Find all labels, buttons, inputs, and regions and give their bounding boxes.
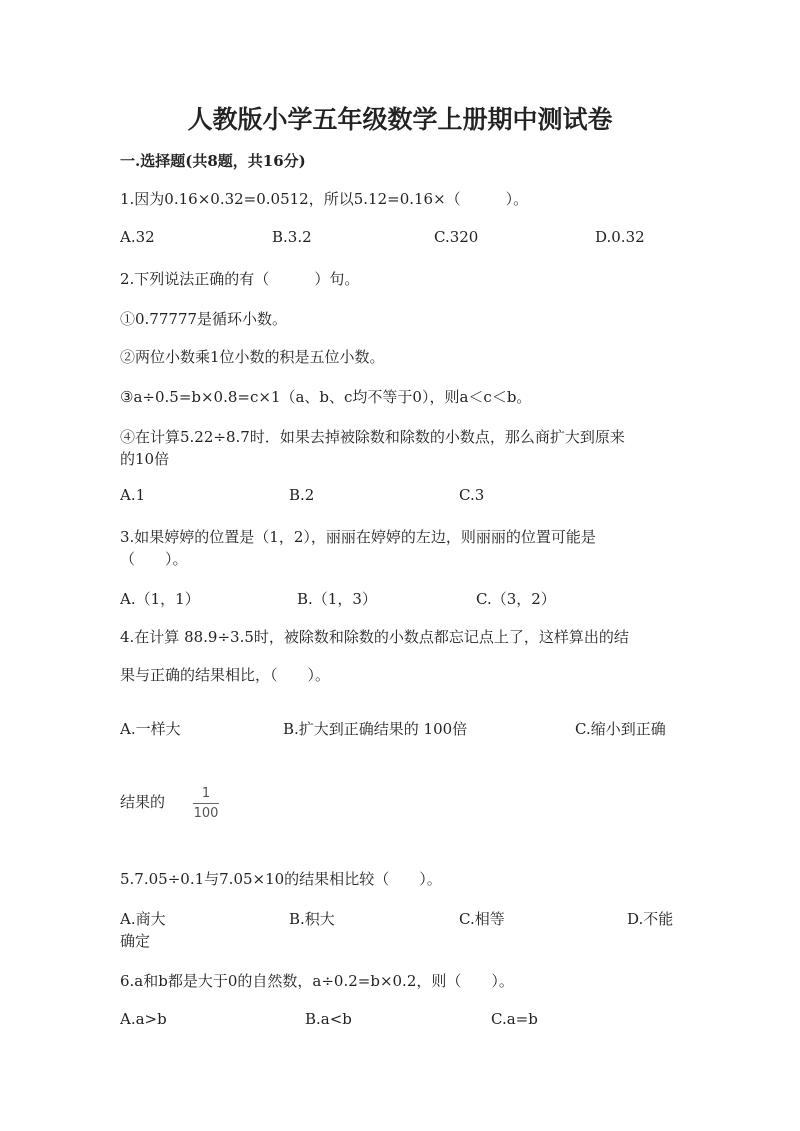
question-2-statement-4-cont: 的10倍 [120, 450, 170, 468]
question-4-option-a: A.一样大 [120, 720, 181, 738]
question-6-option-c: C.a=b [491, 1010, 538, 1028]
question-4-option-b: B.扩大到正确结果的 100倍 [283, 720, 468, 738]
question-3-option-a: A.（1，1） [120, 590, 200, 608]
question-5-option-d-cont: 确定 [120, 932, 151, 950]
question-2-option-b: B.2 [289, 486, 315, 504]
question-5-option-d: D.不能 [627, 910, 674, 928]
question-2-statement-1: ①0.77777是循环小数。 [120, 310, 288, 328]
question-1-option-a: A.32 [120, 228, 155, 246]
question-1-option-d: D.0.32 [595, 228, 645, 246]
question-3-option-c: C.（3，2） [476, 590, 556, 608]
question-3-stem-cont: （ ）。 [120, 550, 188, 568]
question-1-stem: 1.因为0.16×0.32=0.0512，所以5.12=0.16×（ ）。 [120, 190, 529, 208]
fraction-bar [193, 803, 219, 804]
question-5-option-c: C.相等 [459, 910, 505, 928]
section-heading: 一.选择题(共8题，共16分) [120, 152, 306, 170]
question-5-stem: 5.7.05÷0.1与7.05×10的结果相比较（ ）。 [120, 870, 442, 888]
fraction-one-hundredth [193, 787, 219, 820]
question-4-stem-cont: 果与正确的结果相比，（ ）。 [120, 666, 331, 684]
question-6-option-a: A.a>b [120, 1010, 167, 1028]
fraction-numerator: 1 [201, 786, 211, 801]
page-title: 人教版小学五年级数学上册期中测试卷 [187, 105, 613, 134]
question-5-option-a: A.商大 [120, 910, 166, 928]
question-2-statement-3: ③a÷0.5=b×0.8=c×1（a、b、c均不等于0），则a＜c＜b。 [120, 388, 532, 406]
question-2-option-a: A.1 [120, 486, 146, 504]
question-2-statement-2: ②两位小数乘1位小数的积是五位小数。 [120, 348, 385, 366]
question-3-stem: 3.如果婷婷的位置是（1，2），丽丽在婷婷的左边，则丽丽的位置可能是 [120, 528, 596, 546]
question-2-statement-4: ④在计算5.22÷8.7时．如果去掉被除数和除数的小数点，那么商扩大到原来 [120, 428, 625, 446]
question-2-option-c: C.3 [459, 486, 485, 504]
fraction-denominator: 100 [193, 806, 219, 821]
question-2-stem: 2.下列说法正确的有（ ）句。 [120, 270, 360, 288]
question-1-option-b: B.3.2 [272, 228, 312, 246]
question-5-option-b: B.积大 [289, 910, 335, 928]
question-4-option-c-cont: 结果的 [120, 793, 166, 811]
question-4-stem: 4.在计算 88.9÷3.5时，被除数和除数的小数点都忘记点上了，这样算出的结 [120, 628, 629, 646]
question-1-option-c: C.320 [434, 228, 479, 246]
question-6-option-b: B.a<b [305, 1010, 352, 1028]
question-3-option-b: B.（1，3） [297, 590, 377, 608]
question-6-stem: 6.a和b都是大于0的自然数，a÷0.2=b×0.2，则（ ）。 [120, 972, 514, 990]
question-4-option-c: C.缩小到正确 [575, 720, 666, 738]
